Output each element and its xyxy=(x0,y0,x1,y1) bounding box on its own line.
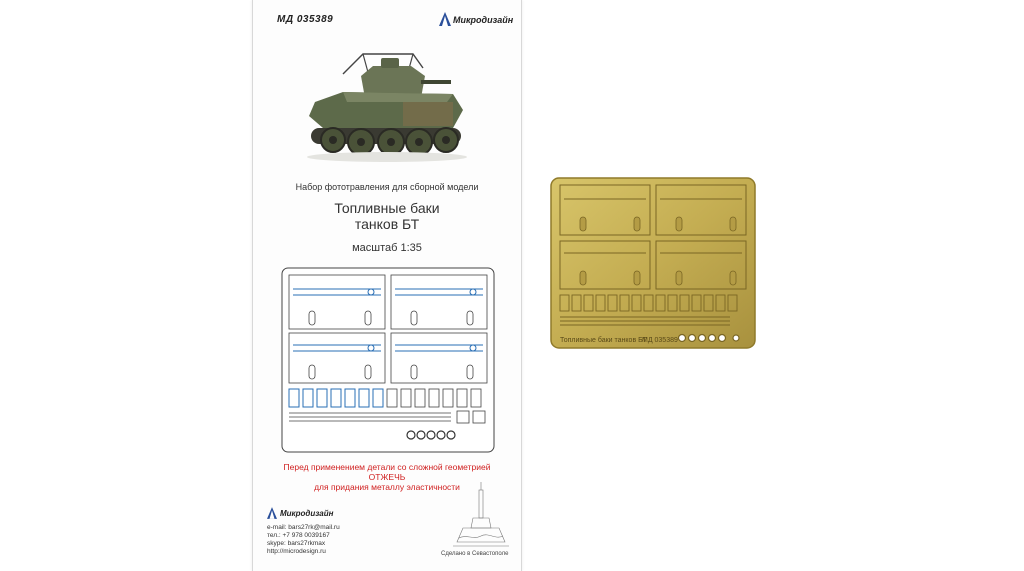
footer-logo-icon xyxy=(267,507,277,519)
warning-line1: Перед применением детали со сложной геометрией xyxy=(283,462,491,472)
kit-title-line2: танков БТ xyxy=(354,216,420,232)
monument-drawing xyxy=(453,480,509,550)
fret-drawing xyxy=(281,267,495,453)
brand-name: Микродизайн xyxy=(453,15,514,25)
contact-email: e-mail: bars27rk@mail.ru xyxy=(267,524,340,531)
brass-fret-photo xyxy=(550,177,756,349)
brand-logo-icon xyxy=(439,12,451,26)
kit-subtitle: Набор фототравления для сборной модели xyxy=(295,182,479,192)
contact-phone: тел.: +7 978 0039167 xyxy=(267,532,330,539)
fret-etched-code: МД 035389 xyxy=(642,337,678,344)
kit-scale: масштаб 1:35 xyxy=(352,242,422,254)
footer-brand: Микродизайн xyxy=(280,509,334,518)
warning-line3: для придания металлу эластичности xyxy=(314,482,460,492)
kit-title-line1: Топливные баки xyxy=(334,200,440,216)
fret-etched-label: Топливные баки танков БТ xyxy=(560,337,647,344)
tank-photo xyxy=(303,36,473,166)
warning-line2: ОТЖЕЧЬ xyxy=(368,472,406,482)
made-in-caption: Сделано в Севастополе xyxy=(441,551,509,557)
contact-web: http://microdesign.ru xyxy=(267,548,326,555)
contact-skype: skype: bars27rkmax xyxy=(267,540,326,547)
product-card xyxy=(252,0,522,571)
product-code: МД 035389 xyxy=(277,14,334,25)
